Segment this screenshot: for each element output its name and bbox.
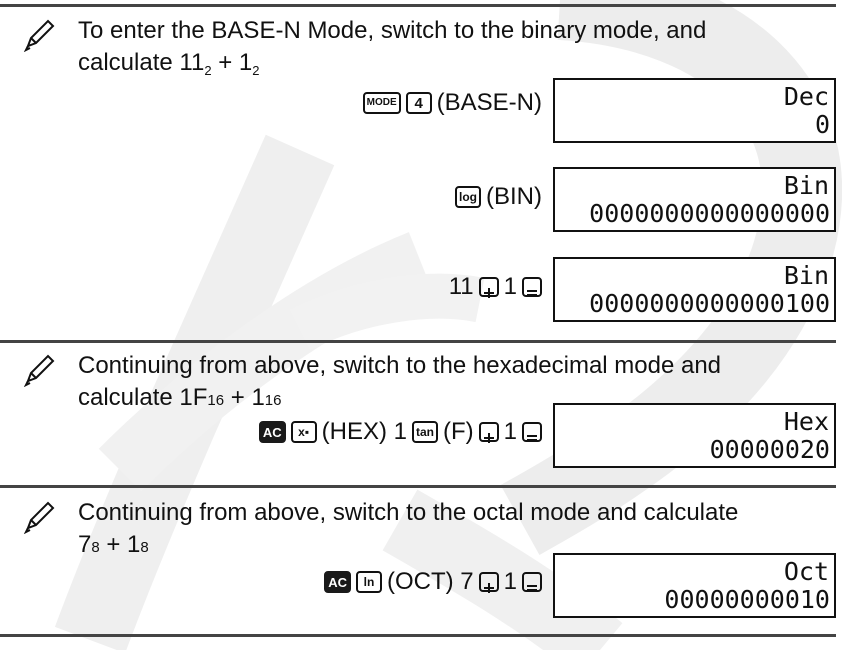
step1-label: (BASE-N) [436, 89, 542, 116]
equals-icon [524, 285, 540, 301]
one-label: 1 [503, 418, 517, 445]
x-key[interactable]: x▪ [291, 421, 317, 443]
example3-instruction: Continuing from above, switch to the octal mode and calculate 78 + 18 [78, 499, 739, 558]
step3-keys [444, 272, 542, 302]
top-rule [0, 4, 836, 7]
plus-icon [481, 285, 497, 301]
pencil-icon [22, 500, 56, 534]
equals-key[interactable] [522, 277, 542, 297]
display-5 [553, 553, 836, 618]
example3-keys [319, 567, 542, 597]
plus-key[interactable] [479, 572, 499, 592]
plus-icon [481, 580, 497, 596]
tan-key[interactable]: tan [412, 421, 438, 443]
pencil-icon [22, 353, 56, 387]
pencil-icon [22, 18, 56, 52]
display-mode: Hex [783, 407, 829, 436]
one-label: 1 [503, 568, 517, 595]
display-value: 00000000010 [664, 585, 830, 614]
equals-icon [524, 430, 540, 446]
equals-icon [524, 580, 540, 596]
plus-icon [481, 430, 497, 446]
log-key[interactable]: log [455, 186, 481, 208]
plus-key[interactable] [479, 277, 499, 297]
ln-key[interactable]: ln [356, 571, 382, 593]
ac-key[interactable]: AC [259, 421, 286, 443]
display-2 [553, 167, 836, 232]
example2-instruction: Continuing from above, switch to the hexadecimal mode and calculate 1F16 + 116 [78, 352, 722, 411]
equals-key[interactable] [522, 572, 542, 592]
step2-keys [450, 182, 542, 212]
display-mode: Bin [783, 171, 829, 200]
display-3 [553, 257, 836, 322]
step1-keys [358, 88, 542, 118]
oct-label: (OCT) 7 [386, 568, 474, 595]
plus-key[interactable] [479, 422, 499, 442]
display-value: 00000020 [709, 435, 830, 464]
key-4[interactable]: 4 [406, 92, 432, 114]
display-mode: Dec [783, 82, 829, 111]
example1-instruction: To enter the BASE-N Mode, switch to the binary mode, and calculate $11_2 + 1_2$ [78, 17, 707, 78]
display-value: 0000000000000000 [589, 199, 830, 228]
step3-mid: 1 [503, 273, 517, 300]
f-label: (F) [442, 418, 474, 445]
example2-keys [254, 417, 542, 447]
display-mode: Oct [783, 557, 829, 586]
step2-label: (BIN) [486, 183, 542, 210]
hex-label: (HEX) 1 [321, 418, 407, 445]
display-1 [553, 78, 836, 143]
ac-key[interactable]: AC [324, 571, 351, 593]
divider-1 [0, 340, 836, 343]
divider-2 [0, 485, 836, 488]
display-mode: Bin [783, 261, 829, 290]
display-value: 0 [814, 110, 830, 139]
step3-prefix: 11 [448, 273, 474, 300]
equals-key[interactable] [522, 422, 542, 442]
bottom-rule [0, 634, 836, 637]
display-4 [553, 403, 836, 468]
display-value: 0000000000000100 [589, 289, 830, 318]
mode-key[interactable]: MODE [363, 92, 401, 114]
